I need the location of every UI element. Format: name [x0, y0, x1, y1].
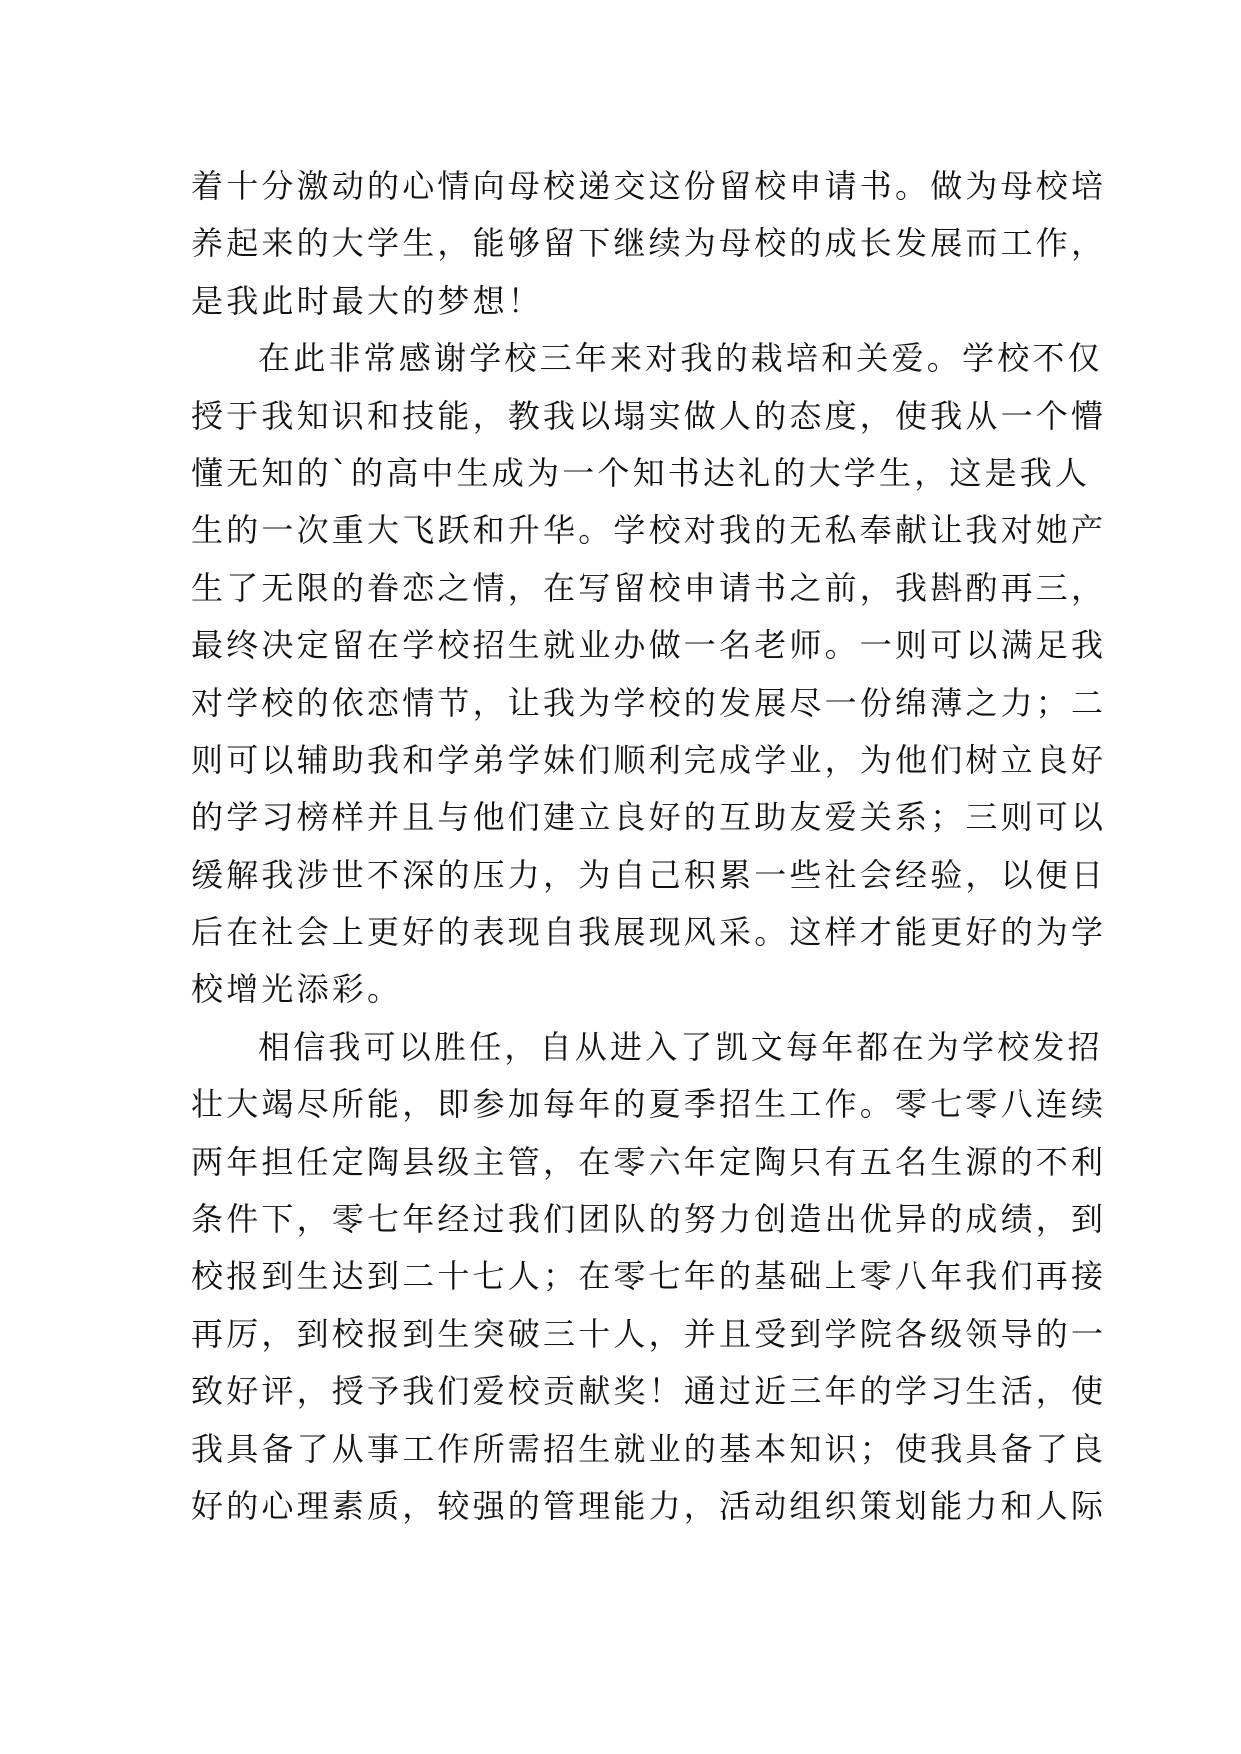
paragraph-1: [191, 158, 1107, 330]
text-line: 后在社会上更好的表现自我展现风采。这样才能更好的为学: [191, 913, 1107, 952]
text-line: 条件下，零七年经过我们团队的努力创造出优异的成绩，到: [191, 1200, 1107, 1239]
text-line: 在此非常感谢学校三年来对我的栽培和关爱。学校不仅: [258, 339, 1103, 378]
document-body: [191, 158, 1107, 1535]
text-line: 校增光添彩。: [191, 970, 403, 1009]
text-line: 校报到生达到二十七人；在零七年的基础上零八年我们再接: [191, 1257, 1107, 1296]
text-line: 对学校的依恋情节，让我为学校的发展尽一份绵薄之力；二: [191, 683, 1107, 722]
paragraph-3: [191, 1019, 1107, 1536]
text-line: 授于我知识和技能，教我以塌实做人的态度，使我从一个懵: [191, 396, 1107, 435]
text-line: 则可以辅助我和学弟学妹们顺利完成学业，为他们树立良好: [191, 740, 1107, 779]
text-line: 生了无限的眷恋之情，在写留校申请书之前，我斟酌再三，: [191, 568, 1107, 607]
text-line: 壮大竭尽所能，即参加每年的夏季招生工作。零七零八连续: [191, 1085, 1107, 1124]
text-line: 生的一次重大飞跃和升华。学校对我的无私奉献让我对她产: [191, 511, 1107, 550]
text-line: 缓解我涉世不深的压力，为自己积累一些社会经验，以便日: [191, 855, 1107, 894]
text-line: 相信我可以胜任，自从进入了凯文每年都在为学校发招: [258, 1027, 1103, 1066]
text-line: 最终决定留在学校招生就业办做一名老师。一则可以满足我: [191, 626, 1107, 665]
text-line: 的学习榜样并且与他们建立良好的互助友爱关系；三则可以: [191, 798, 1107, 837]
text-line: 两年担任定陶县级主管，在零六年定陶只有五名生源的不利: [191, 1142, 1107, 1181]
text-line: 我具备了从事工作所需招生就业的基本知识；使我具备了良: [191, 1429, 1107, 1468]
text-line: 养起来的大学生，能够留下继续为母校的成长发展而工作，: [191, 224, 1107, 263]
text-line: 着十分激动的心情向母校递交这份留校申请书。做为母校培: [191, 167, 1107, 205]
text-line: 致好评，授予我们爱校贡献奖！通过近三年的学习生活，使: [191, 1372, 1107, 1411]
text-line: 再厉，到校报到生突破三十人，并且受到学院各级领导的一: [191, 1314, 1107, 1353]
text-line: 是我此时最大的梦想！: [191, 281, 544, 320]
text-line: 好的心理素质，较强的管理能力，活动组织策划能力和人际: [191, 1486, 1107, 1525]
paragraph-2: [191, 330, 1107, 1019]
text-line: 懂无知的`的高中生成为一个知书达礼的大学生，这是我人: [191, 453, 1091, 492]
